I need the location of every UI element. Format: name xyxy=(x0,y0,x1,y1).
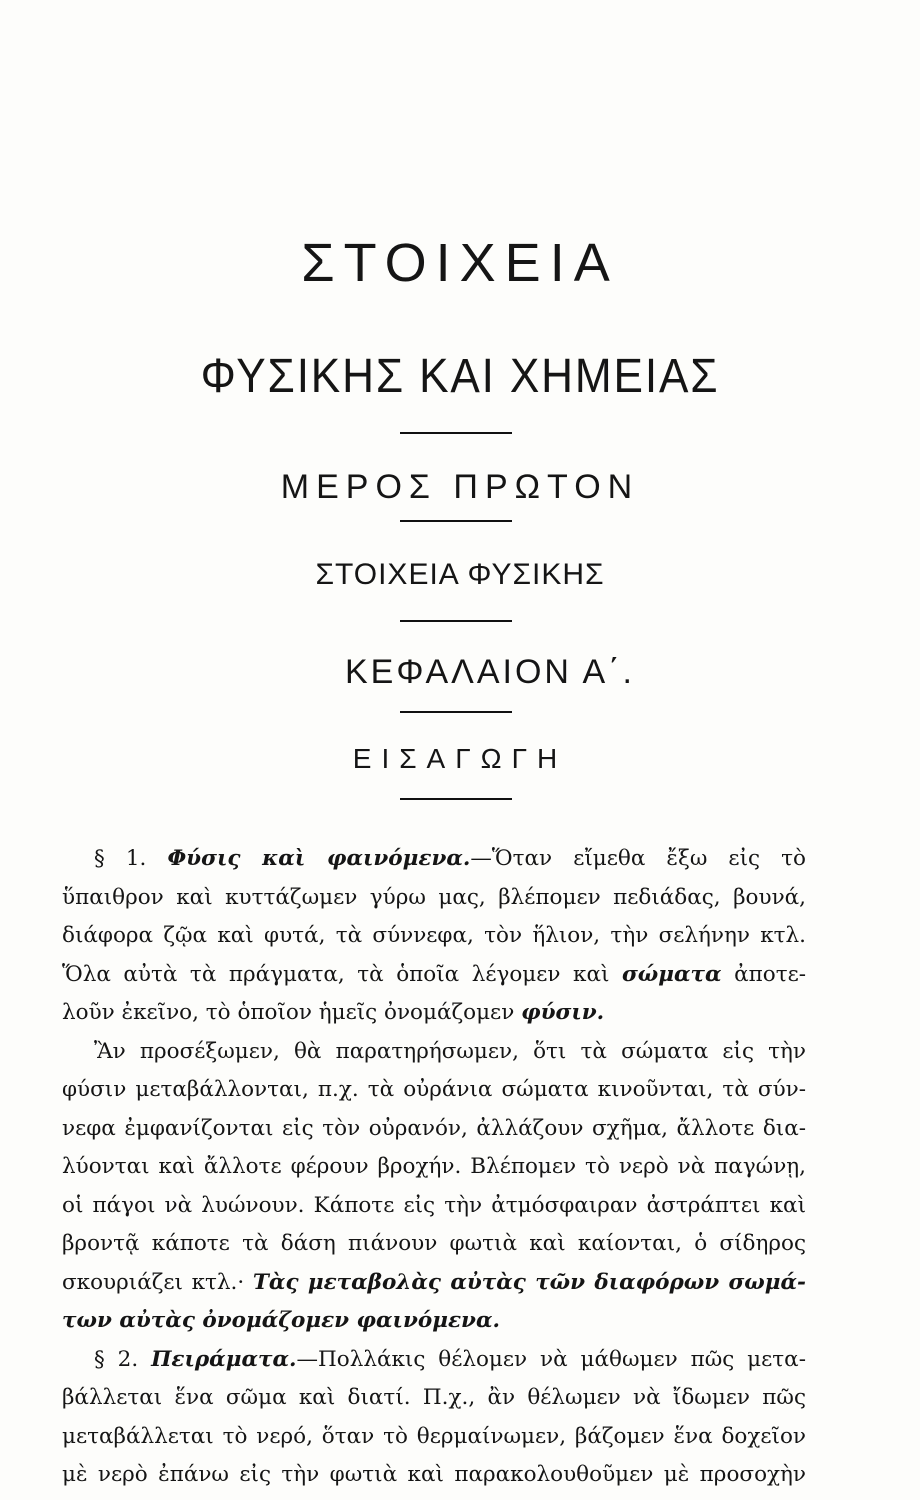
text-line: μὲ νερὸ ἐπάνω εἰς τὴν φωτιὰ καὶ παρακολουθοῦμεν μὲ προσοχὴν xyxy=(62,1462,806,1487)
text-fragment: Πολλάκις θέλομεν νὰ μάθωμεν πῶς μετα- xyxy=(318,1346,806,1372)
text-line: βροντᾷ κάποτε τὰ δάση πιάνουν φωτιὰ καὶ καίονται, ὁ σίδηρος xyxy=(62,1231,806,1256)
section-number: § 1. xyxy=(94,846,147,871)
section-number: § 2. xyxy=(94,1346,139,1372)
divider-rule xyxy=(400,432,512,434)
text-line: των αὐτὰς ὀνομάζομεν φαινόμενα. xyxy=(62,1308,500,1333)
divider-rule xyxy=(400,620,512,622)
text-line xyxy=(62,956,806,995)
text-fragment: Ὅταν εἴμεθα ἔξω εἰς τὸ xyxy=(491,846,806,871)
main-title: ΣΤΟΙΧΕΙΑ xyxy=(301,233,619,293)
text-line xyxy=(62,1264,806,1303)
text-fragment: σκουριάζει κτλ.· xyxy=(62,1269,245,1295)
chapter-title: ΚΕΦΑΛΑΙΟΝ Α΄. xyxy=(344,653,636,691)
divider-rule xyxy=(400,798,512,800)
text-line: νεφα ἐμφανίζονται εἰς τὸν οὐρανόν, ἀλλάζουν σχῆμα, ἄλλοτε δια- xyxy=(62,1115,806,1141)
section-title: ΣΤΟΙΧΕΙΑ ΦΥΣΙΚΗΣ xyxy=(315,558,605,591)
text-line: μεταβάλλεται τὸ νερό, ὅταν τὸ θερμαίνωμεν, βάζομεν ἕνα δοχεῖον xyxy=(62,1423,806,1449)
part-title: ΜΕΡΟΣ ΠΡΩΤΟΝ xyxy=(280,468,640,506)
text-line: διάφορα ζῷα καὶ φυτά, τὰ σύννεφα, τὸν ἥλιον, τὴν σελήνην κτλ. xyxy=(62,923,806,948)
text-line: φύσιν μεταβάλλονται, π.χ. τὰ οὐράνια σώματα κινοῦνται, τὰ σύν- xyxy=(62,1077,806,1102)
text-line: λύονται καὶ ἄλλοτε φέρουν βροχήν. Βλέπομεν τὸ νερὸ νὰ παγώνῃ, xyxy=(62,1154,806,1179)
divider-rule xyxy=(400,711,512,713)
divider-rule xyxy=(400,520,512,522)
text-line: οἱ πάγοι νὰ λυώνουν. Κάποτε εἰς τὴν ἀτμόσφαιραν ἀστράπτει καὶ xyxy=(62,1192,806,1218)
text-line xyxy=(62,840,806,879)
text-fragment: ἀποτε- xyxy=(734,961,807,987)
section-heading: Φύσις καὶ φαινόμενα. xyxy=(167,846,471,871)
text-line: βάλλεται ἕνα σῶμα καὶ διατί. Π.χ., ἂν θέλωμεν νὰ ἴδωμεν πῶς xyxy=(62,1385,806,1410)
emphasis-term: Τὰς μεταβολὰς αὐτὰς τῶν διαφόρων σωμά- xyxy=(252,1269,806,1295)
subtitle: ΦΥΣΙΚΗΣ ΚΑΙ ΧΗΜΕΙΑΣ xyxy=(200,350,720,403)
em-dash: — xyxy=(296,1346,318,1372)
text-fragment: Ὅλα αὐτὰ τὰ πράγματα, τὰ ὁποῖα λέγομεν καὶ xyxy=(62,961,610,987)
section-heading: Πειράματα. xyxy=(151,1346,297,1372)
emphasis-term: φύσιν. xyxy=(521,1000,605,1025)
body-text xyxy=(62,840,806,1495)
text-line xyxy=(62,994,806,1033)
chapter-heading: ΕΙΣΑΓΩΓΗ xyxy=(352,743,568,774)
text-fragment: λοῦν ἐκεῖνο, τὸ ὁποῖον ἡμεῖς ὀνομάζομεν xyxy=(62,1000,515,1025)
text-line: ὕπαιθρον καὶ κυττάζωμεν γύρω μας, βλέπομεν πεδιάδας, βουνά, xyxy=(62,884,806,910)
text-line xyxy=(62,1341,806,1380)
emphasis-term: σώματα xyxy=(621,961,722,987)
text-line: Ἂν προσέξωμεν, θὰ παρατηρήσωμεν, ὅτι τὰ σώματα εἰς τὴν xyxy=(94,1038,806,1064)
em-dash: — xyxy=(470,846,492,871)
